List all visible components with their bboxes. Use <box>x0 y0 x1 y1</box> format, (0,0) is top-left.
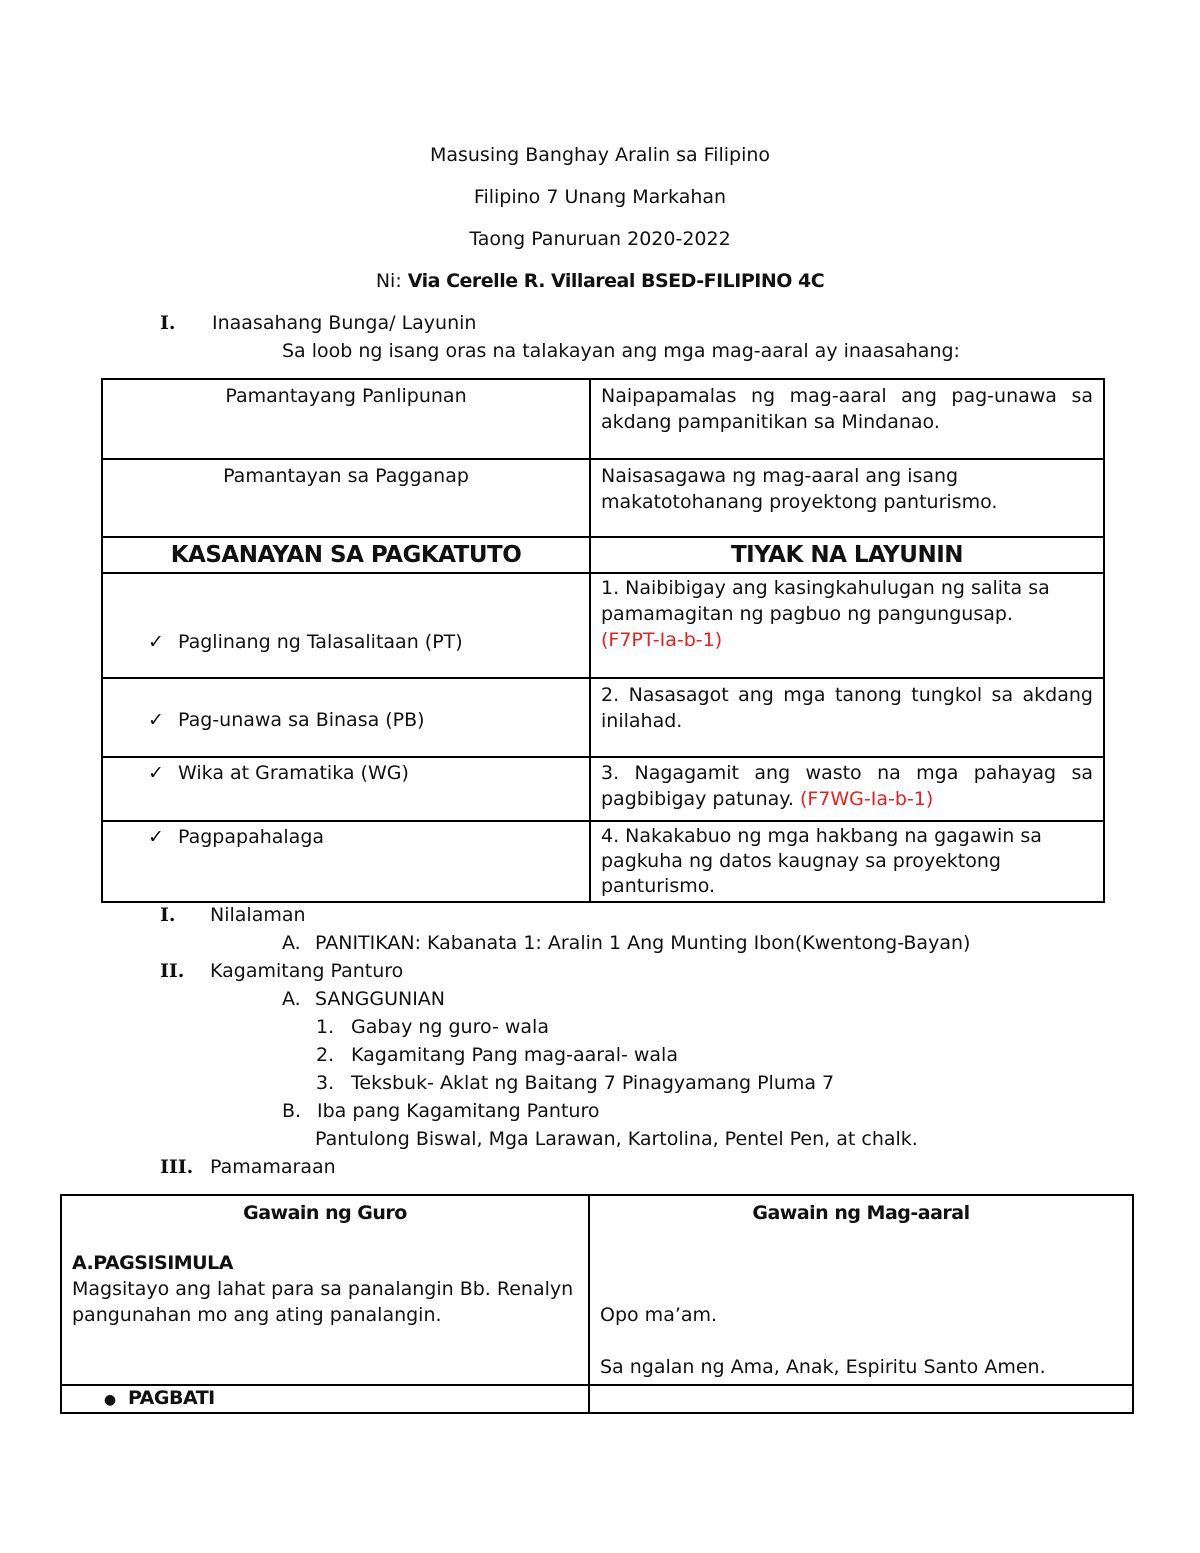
list-item: Teksbuk- Aklat ng Baitang 7 Pinagyamang Pluma 7 <box>351 1072 835 1094</box>
objectives-table <box>101 378 1105 903</box>
table-row <box>102 821 1104 902</box>
objective-cell <box>590 573 1104 678</box>
table-row <box>102 573 1104 678</box>
list-item-number: 1. <box>316 1016 335 1038</box>
outline-text: Iba pang Kagamitang Panturo <box>317 1100 600 1122</box>
outline-numeral-1: I. <box>160 904 176 926</box>
outline-letter: A. <box>282 988 301 1010</box>
objective-text: 3. Nagagamit ang wasto na mga pahayag sa pagbibigay patunay. <box>601 762 1093 810</box>
table-row <box>61 1195 1133 1385</box>
column-header-teacher: Gawain ng Guro <box>243 1202 407 1224</box>
outline-letter: A. <box>282 932 301 954</box>
section-numeral: I. <box>160 312 176 334</box>
outline-heading-1: Nilalaman <box>210 904 306 926</box>
student-reply: Sa ngalan ng Ama, Anak, Espiritu Santo Amen. <box>600 1356 1046 1378</box>
student-cell <box>589 1385 1133 1413</box>
teacher-instruction: Magsitayo ang lahat para sa panalangin Bb. Renalyn pangunahan mo ang ating panalangin. <box>72 1278 574 1326</box>
list-item: Gabay ng guro- wala <box>351 1016 549 1038</box>
table-row <box>61 1385 1133 1413</box>
outline-numeral-2: II. <box>160 960 185 982</box>
section-label: A.PAGSISIMULA <box>72 1252 233 1274</box>
outline-numeral-3: III. <box>160 1156 194 1178</box>
check-icon: ✓ <box>148 631 164 653</box>
student-reply: Opo ma’am. <box>600 1304 718 1326</box>
competency-code: (F7PT-Ia-b-1) <box>601 629 723 651</box>
author-name: Via Cerelle R. Villareal BSED-FILIPINO 4C <box>407 270 825 292</box>
skill-cell <box>102 573 590 678</box>
skill-cell <box>102 821 590 902</box>
author-line <box>0 270 1200 292</box>
objective-cell: 2. Nasasagot ang mga tanong tungkol sa akdang inilahad. <box>590 678 1104 757</box>
table-row <box>102 757 1104 821</box>
document-title: Masusing Banghay Aralin sa Filipino <box>429 144 771 166</box>
skill-label: Pagpapahalaga <box>178 826 325 848</box>
author-prefix: Ni: <box>375 270 402 292</box>
section-heading: Inaasahang Bunga/ Layunin <box>212 312 477 334</box>
column-header-objectives: TIYAK NA LAYUNIN <box>590 537 1104 573</box>
section-label: PAGBATI <box>128 1387 215 1409</box>
bullet-icon: ● <box>103 1392 117 1408</box>
standard-value: Naisasagawa ng mag-aaral ang isang makatotohanang proyektong panturismo. <box>590 459 1104 537</box>
teacher-cell <box>61 1195 589 1385</box>
outline-heading-3: Pamamaraan <box>210 1156 336 1178</box>
competency-code: (F7WG-Ia-b-1) <box>799 788 934 810</box>
school-year: Taong Panuruan 2020-2022 <box>469 228 731 250</box>
standard-label: Pamantayan sa Pagganap <box>102 459 590 537</box>
check-icon: ✓ <box>148 709 164 731</box>
skill-label: Pag-unawa sa Binasa (PB) <box>178 709 425 731</box>
column-header-student: Gawain ng Mag-aaral <box>752 1202 970 1224</box>
document-subtitle: Filipino 7 Unang Markahan <box>473 186 727 208</box>
standard-value: Naipapamalas ng mag-aaral ang pag-unawa sa akdang pampanitikan sa Mindanao. <box>590 379 1104 459</box>
table-row <box>102 459 1104 537</box>
outline-letter: B. <box>282 1100 302 1122</box>
table-header-row <box>102 537 1104 573</box>
outline-heading-2: Kagamitang Panturo <box>210 960 404 982</box>
column-header-skills: KASANAYAN SA PAGKATUTO <box>102 537 590 573</box>
objective-text: 1. Naibibigay ang kasingkahulugan ng salita sa pamamagitan ng pagbuo ng pangungusap. <box>601 577 1050 625</box>
table-row <box>102 678 1104 757</box>
skill-cell <box>102 757 590 821</box>
objective-cell <box>590 757 1104 821</box>
check-icon: ✓ <box>148 762 164 784</box>
outline-detail: Pantulong Biswal, Mga Larawan, Kartolina, Pentel Pen, at chalk. <box>315 1128 918 1150</box>
check-icon: ✓ <box>148 826 164 848</box>
standard-label: Pamantayang Panlipunan <box>102 379 590 459</box>
procedure-table <box>60 1194 1134 1414</box>
list-item-number: 3. <box>316 1072 335 1094</box>
outline-text: PANITIKAN: Kabanata 1: Aralin 1 Ang Munting Ibon(Kwentong-Bayan) <box>315 932 971 954</box>
list-item-number: 2. <box>316 1044 335 1066</box>
skill-cell <box>102 678 590 757</box>
teacher-cell <box>61 1385 589 1413</box>
list-item: Kagamitang Pang mag-aaral- wala <box>351 1044 678 1066</box>
outline-text: SANGGUNIAN <box>315 988 446 1010</box>
skill-label: Paglinang ng Talasalitaan (PT) <box>178 631 463 653</box>
student-cell <box>589 1195 1133 1385</box>
table-row <box>102 379 1104 459</box>
skill-label: Wika at Gramatika (WG) <box>178 762 409 784</box>
section-intro: Sa loob ng isang oras na talakayan ang mga mag-aaral ay inaasahang: <box>282 340 960 362</box>
objective-cell: 4. Nakakabuo ng mga hakbang na gagawin sa pagkuha ng datos kaugnay sa proyektong panturismo. <box>590 821 1104 902</box>
